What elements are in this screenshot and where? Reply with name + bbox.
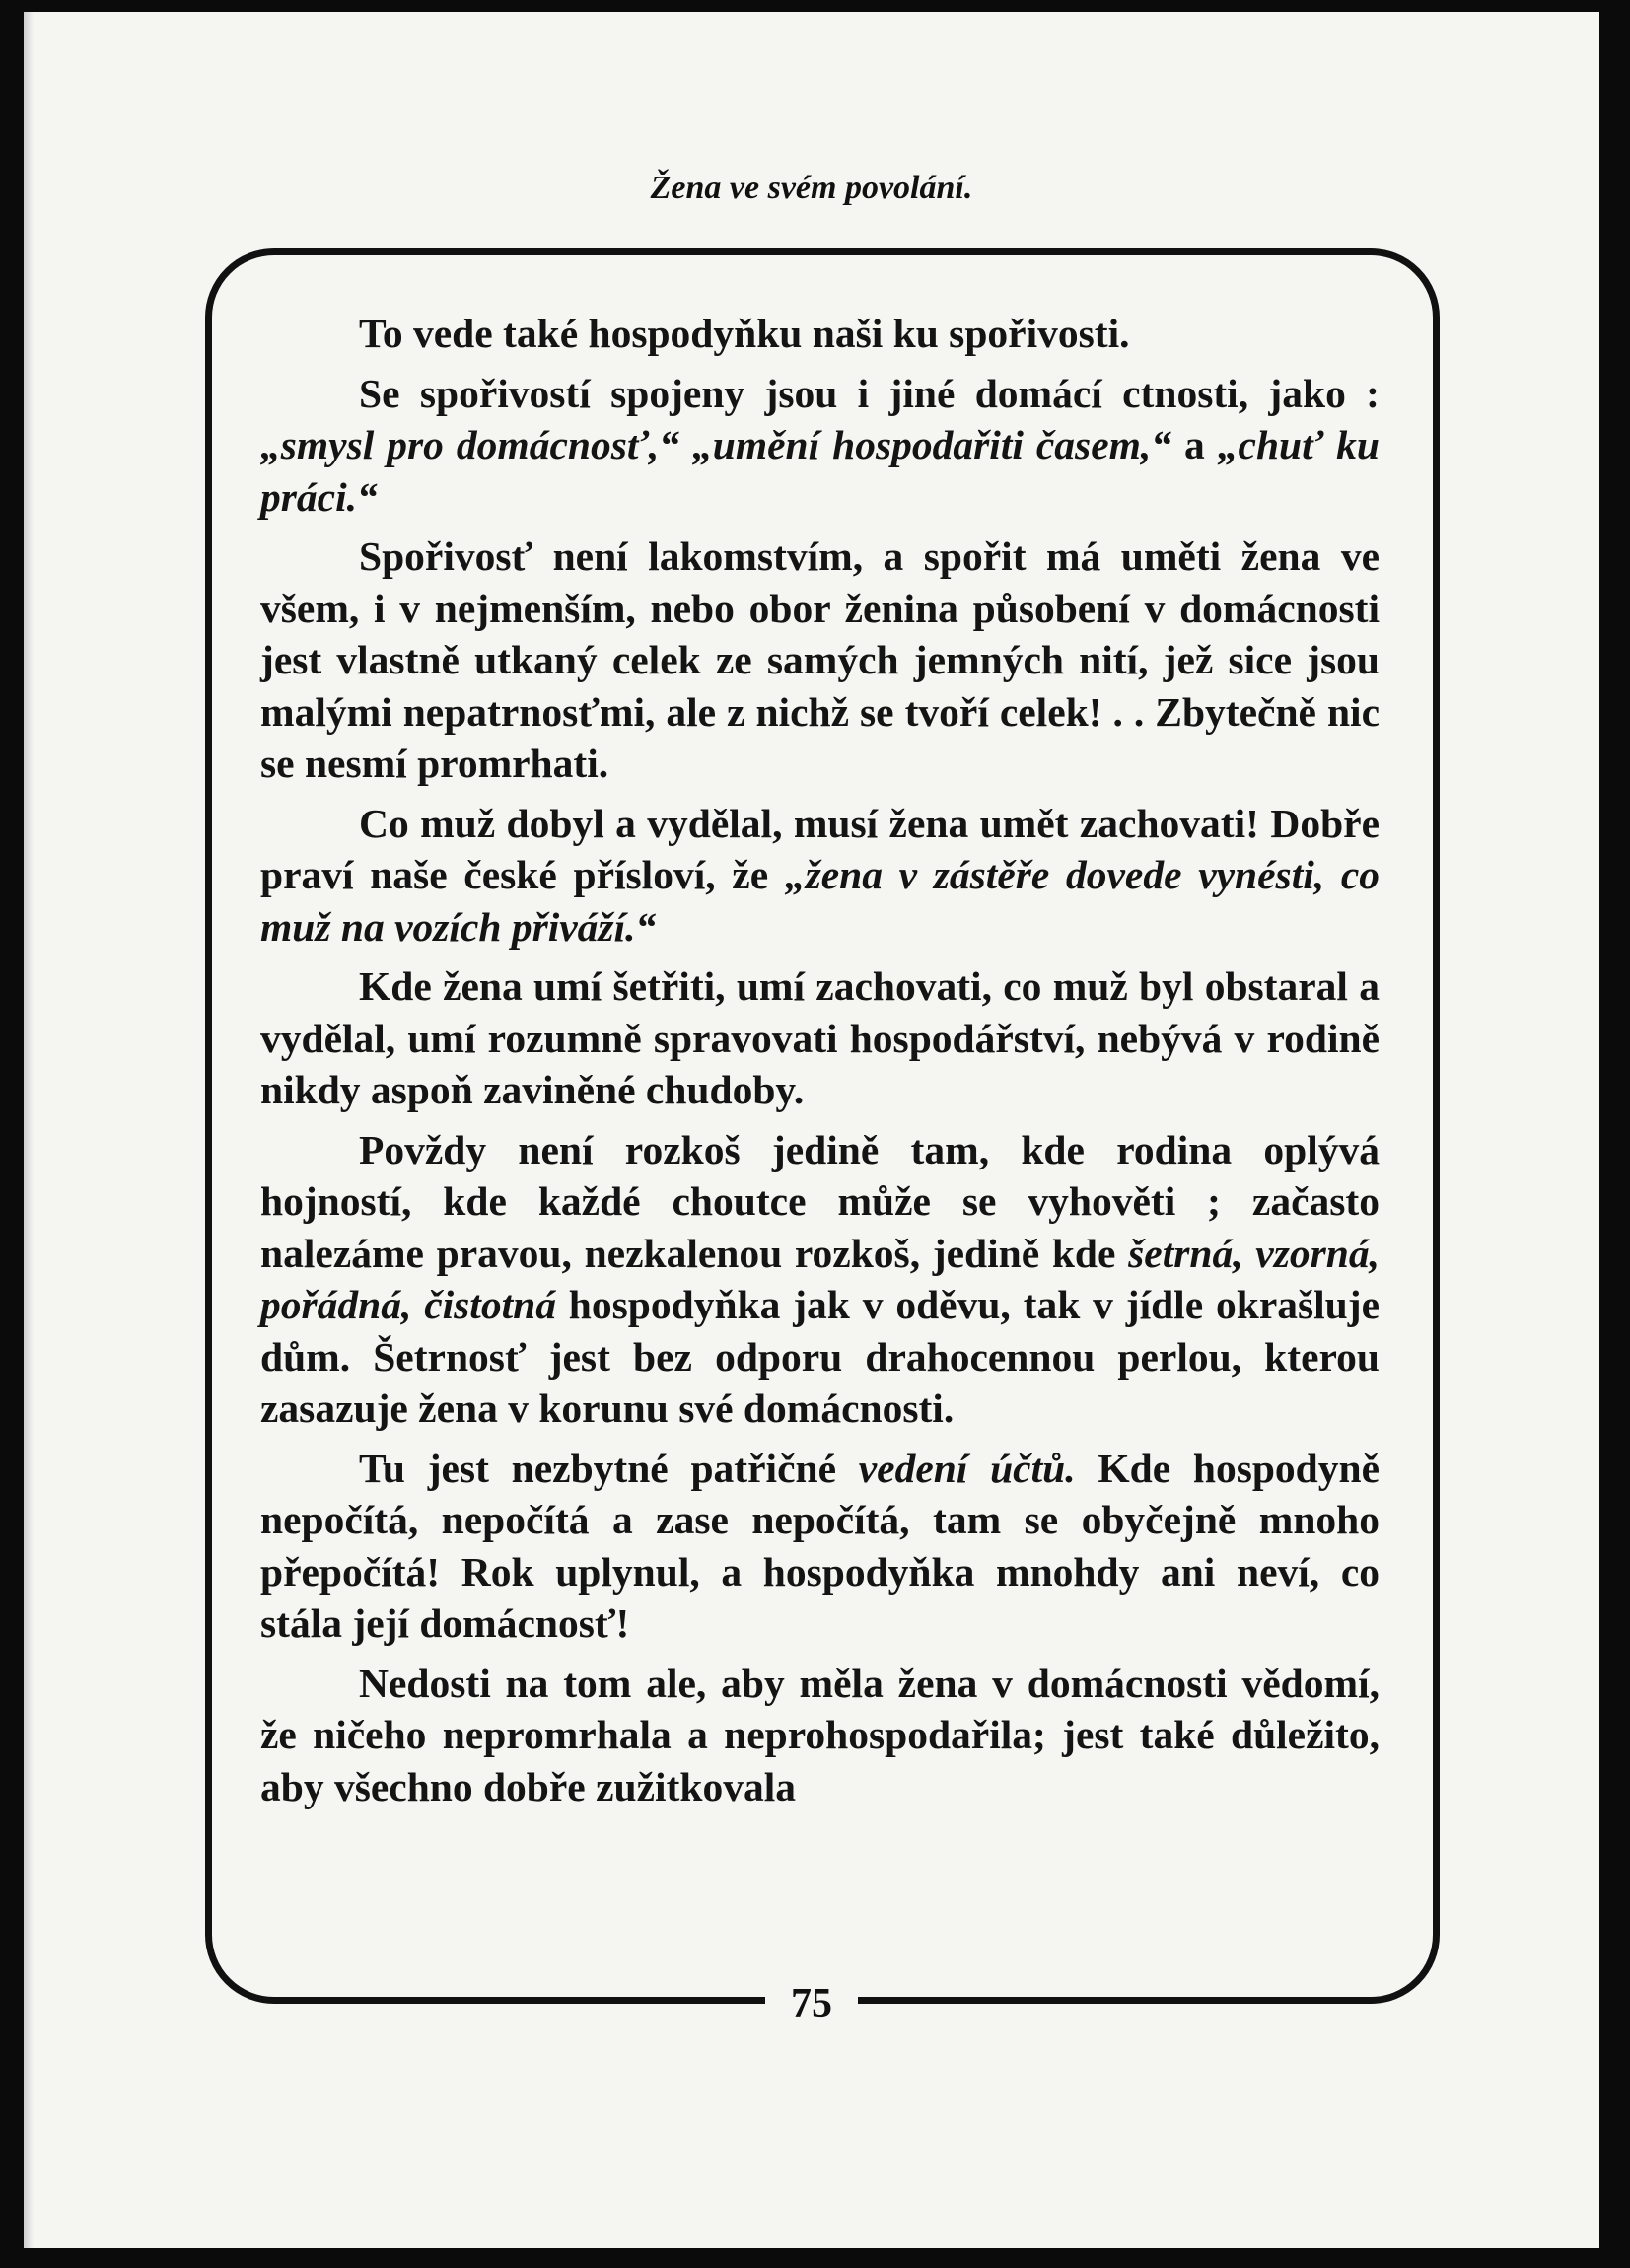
paragraph-text: Kde hospodyně nepočítá, nepočítá a zase nepočítá, tam se obyčejně mnoho přepočítá! Rok uplynul, a hospodyňka mnohdy ani neví, co stála její domácnosť! bbox=[260, 1445, 1381, 1646]
italic-proverb: „žena v zástěře dovede vynésti, co muž na vozích přiváží.“ bbox=[260, 852, 1380, 950]
paragraph-text: Spořivosť není lakomstvím, a spořit má uměti žena ve všem, i v nejmenším, nebo obor ženina působení v domácnosti jest vlastně utkaný celek ze samých jemných nití, jež sice jsou malými nepatrnosťmi, ale z nichž se tvoří celek! . . Zbytečně nic se nesmí promrhati. bbox=[260, 533, 1380, 786]
italic-phrase: „umění hospodařiti časem,“ bbox=[692, 422, 1172, 467]
running-header: Žena ve svém povolání. bbox=[650, 170, 973, 206]
page-number: 75 bbox=[765, 1978, 858, 2029]
italic-phrase: „chuť ku práci.“ bbox=[260, 422, 1380, 520]
paragraph-7 bbox=[260, 1443, 1380, 1650]
paragraph-text: Co muž dobyl a vydělal, musí žena umět zachovati! Dobře praví naše české přísloví, že bbox=[260, 800, 1380, 897]
italic-phrase: šetrná, vzorná, pořádná, čistotná bbox=[260, 1230, 1380, 1327]
paragraph-text: Kde žena umí šetřiti, umí zachovati, co muž byl obstaral a vydělal, umí rozumně spravovati hospodářství, nebývá v rodině nikdy aspoň zaviněné chudoby. bbox=[260, 963, 1380, 1112]
paragraph-text: Povždy není rozkoš jedině tam, kde rodina oplývá hojností, kde každé choutce může se vyhověti ; začasto nalezáme pravou, nezkalenou rozkoš, jedině kde bbox=[260, 1126, 1380, 1276]
paragraph-2 bbox=[260, 368, 1380, 524]
paragraph-8 bbox=[260, 1658, 1380, 1813]
paragraph-text: Se spořivostí spojeny jsou i jiné domácí ctnosti, jako : bbox=[359, 370, 1380, 416]
paragraph-3 bbox=[260, 531, 1380, 790]
paragraph-6 bbox=[260, 1124, 1380, 1435]
paragraph-text: Nedosti na tom ale, aby měla žena v domácnosti vědomí, že ničeho nepromrhala a neprohospodařila; jest také důležito, aby všechno dobře zužitkovala bbox=[260, 1660, 1380, 1809]
italic-phrase: vedení účtů. bbox=[858, 1445, 1076, 1491]
paragraph-4 bbox=[260, 798, 1380, 954]
paragraph-text: To vede také hospodyňku naši ku spořivosti. bbox=[359, 311, 1130, 356]
italic-phrase: „smysl pro domácnosť,“ bbox=[260, 422, 680, 467]
paragraph-text: a bbox=[1171, 422, 1218, 467]
paragraph-text: Tu jest nezbytné patřičné bbox=[359, 1445, 859, 1491]
paragraph-text: hospodyňka jak v oděvu, tak v jídle okrašluje dům. Šetrnosť jest bez odporu drahocennou perlou, kterou zasazuje žena v korunu své domácnosti. bbox=[260, 1282, 1380, 1431]
book-page bbox=[24, 12, 1599, 2248]
text-body bbox=[260, 308, 1380, 1820]
paragraph-1 bbox=[260, 308, 1380, 360]
paragraph-text bbox=[679, 422, 692, 467]
page-edge-shadow bbox=[24, 12, 34, 2248]
page-number-wrap bbox=[24, 1978, 1599, 2029]
paragraph-5 bbox=[260, 960, 1380, 1116]
